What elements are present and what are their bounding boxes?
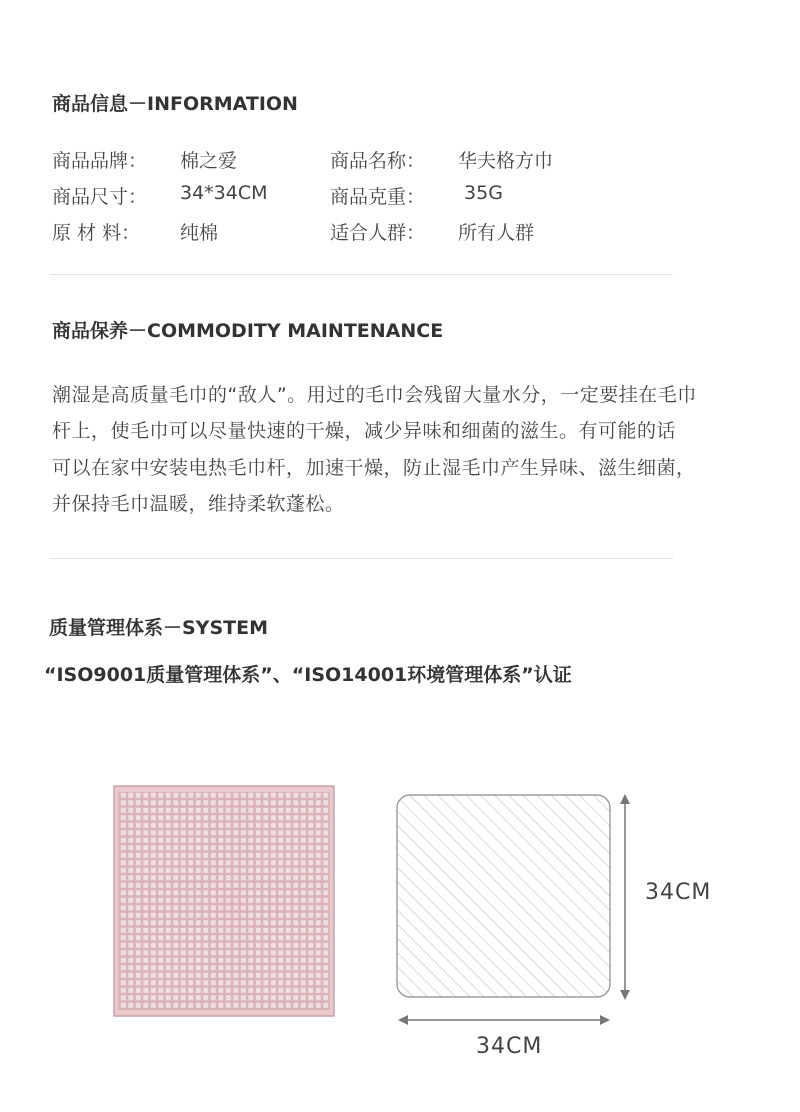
width-dimension-label: 34CM — [476, 1034, 543, 1059]
system-title: 质量管理体系－SYSTEM — [49, 617, 268, 639]
certification-text: “ISO9001质量管理体系”、“ISO14001环境管理体系”认证 — [44, 664, 572, 686]
info-value-weight: 35G — [458, 182, 503, 204]
maintenance-line: 可以在家中安装电热毛巾杆，加速干燥，防止湿毛巾产生异味、滋生细菌， — [52, 457, 696, 479]
info-label-brand: 商品品牌： — [52, 150, 148, 172]
info-value-name: 华夫格方巾 — [458, 150, 554, 172]
maintenance-line: 并保持毛巾温暖，维持柔软蓬松。 — [52, 493, 345, 515]
divider — [50, 558, 673, 559]
info-value-material: 纯棉 — [180, 222, 219, 244]
info-label-material: 原 材 料： — [52, 222, 141, 244]
dimension-diagram — [390, 790, 640, 1040]
height-dimension-label: 34CM — [645, 880, 712, 905]
info-value-size: 34*34CM — [180, 182, 268, 204]
info-label-weight: 商品克重： — [330, 186, 426, 208]
maintenance-line: 杆上，使毛巾可以尽量快速的干燥，减少异味和细菌的滋生。有可能的话 — [52, 420, 677, 442]
info-label-audience: 适合人群： — [330, 222, 426, 244]
information-title: 商品信息－INFORMATION — [52, 93, 298, 115]
info-value-brand: 棉之爱 — [180, 150, 238, 172]
info-value-audience: 所有人群 — [458, 222, 535, 244]
maintenance-title: 商品保养－COMMODITY MAINTENANCE — [52, 320, 444, 342]
divider — [50, 274, 673, 275]
maintenance-line: 潮湿是高质量毛巾的“敌人”。用过的毛巾会残留大量水分，一定要挂在毛巾 — [52, 384, 697, 406]
info-label-name: 商品名称： — [330, 150, 426, 172]
towel-image — [112, 784, 338, 1020]
info-label-size: 商品尺寸： — [52, 186, 148, 208]
